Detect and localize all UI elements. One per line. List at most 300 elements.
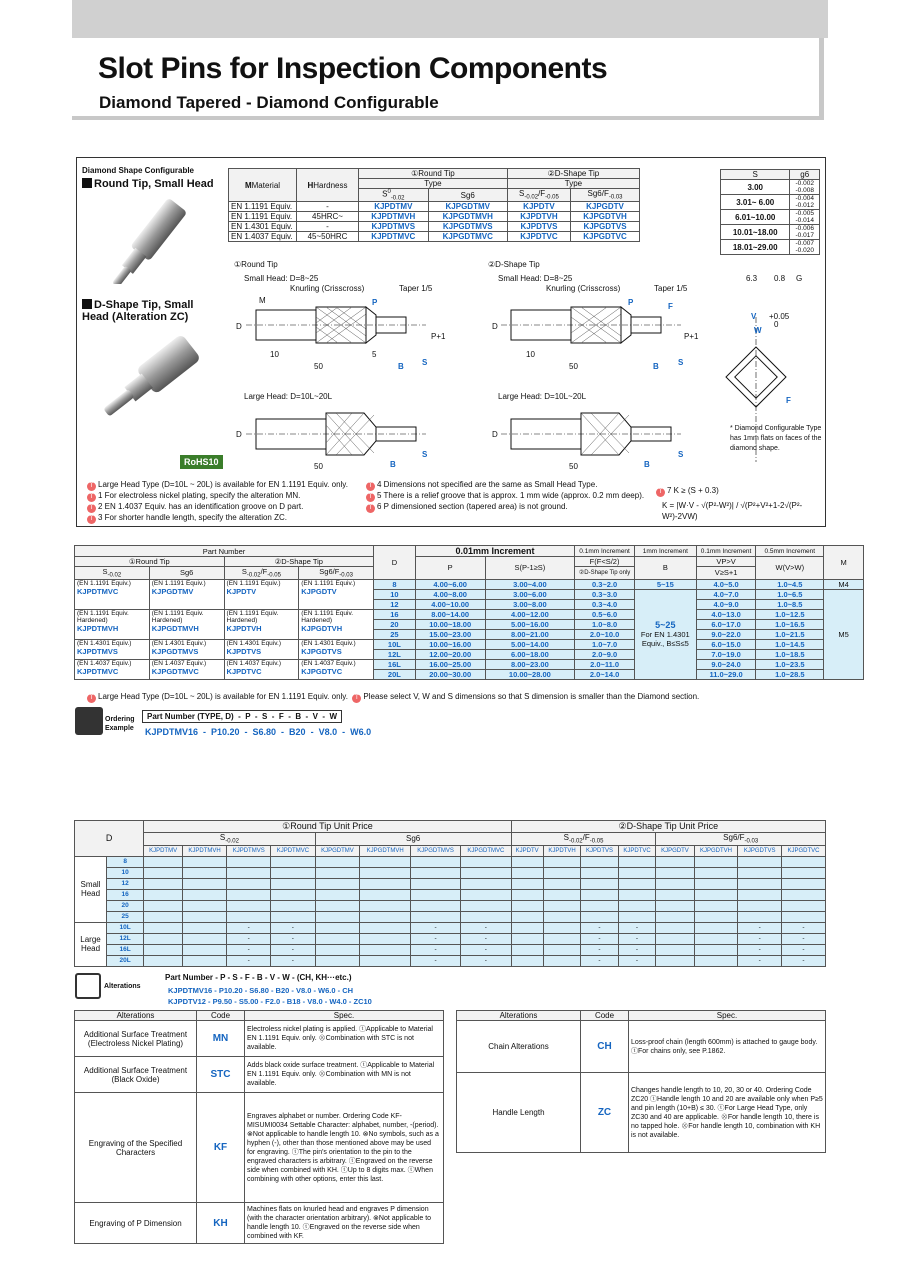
price-cell <box>618 867 656 878</box>
type-code: KJPDTVH <box>507 212 570 222</box>
th-spec-f2: ②D-Shape Tip only <box>575 567 635 580</box>
note-1: T 1 For electroless nickel plating, specify the alteration MN. <box>87 491 372 502</box>
spec-group-material: (EN 1.1191 Equiv.) <box>226 579 281 587</box>
type-code: KJPDTMVC <box>359 232 429 242</box>
spec-group-code: KJPGDTMVS <box>151 646 199 656</box>
spec-p: 10.00~18.00 <box>415 619 485 629</box>
price-cell <box>581 856 618 867</box>
spec-w: 1.0~23.5 <box>756 659 824 669</box>
type-material: EN 1.4037 Equiv. <box>229 232 297 242</box>
th-spec-f: F(F<S/2) <box>575 557 635 567</box>
alteration-name: Additional Surface Treatment (Electroless Nickel Plating) <box>75 1021 197 1057</box>
price-cell <box>738 911 782 922</box>
spec-group-code: KJPGDTVC <box>301 666 343 676</box>
price-cell <box>360 889 411 900</box>
price-dash: - <box>461 944 512 955</box>
tol-g6 <box>790 195 820 210</box>
svg-text:B: B <box>390 460 396 469</box>
spec-d: 10L <box>374 639 416 649</box>
price-cell <box>543 922 581 933</box>
spec-group-code: KJPGDTMVC <box>151 666 199 676</box>
price-cell <box>271 889 315 900</box>
th-spec-b: B <box>634 557 696 580</box>
spec-s: 3.00~8.00 <box>485 599 575 609</box>
svg-text:+0.05: +0.05 <box>769 312 790 321</box>
spec-m2: M5 <box>824 589 864 679</box>
spec-f: 2.0~9.0 <box>575 649 635 659</box>
type-hardness: - <box>297 202 359 212</box>
price-dash: - <box>618 955 656 966</box>
spec-v: 4.0~9.0 <box>696 599 756 609</box>
price-cell <box>656 900 694 911</box>
alterations-fields: Part Number - P - S - F - B - V - W - (CH, KH···etc.) <box>165 973 352 982</box>
price-d: 16 <box>107 889 144 900</box>
price-cell <box>781 911 825 922</box>
price-cell <box>511 933 543 944</box>
price-dash: - <box>461 955 512 966</box>
spec-v: 6.0~15.0 <box>696 639 756 649</box>
price-dash: - <box>581 944 618 955</box>
spec-v: 9.0~22.0 <box>696 629 756 639</box>
price-cell <box>360 878 411 889</box>
svg-text:B: B <box>644 460 650 469</box>
alteration-spec: Changes handle length to 10, 20, 30 or 40. Ordering Code ZC20 ⓣHandle length 10 and 20 are available only when P≥5 and pin length (10+B) ≤ 30. ⓣFor Large Head Type, only ZC30 and 40 are applicable. ⊗For handle length 10, there is no tapped hole. ⊗For handle length 10, combination with KH is not available. <box>629 1073 826 1153</box>
price-cell <box>315 933 360 944</box>
round-small-head-label: Small Head: D=8~25 <box>244 274 319 283</box>
alteration-row <box>75 1093 444 1203</box>
alteration-row <box>457 1021 826 1073</box>
type-row <box>229 212 640 222</box>
spec-s: 8.00~23.00 <box>485 659 575 669</box>
th-sg6-f: $Sg6/F_{-0.03}$ <box>571 189 640 202</box>
price-cell <box>581 911 618 922</box>
spec-v: 11.0~29.0 <box>696 669 756 679</box>
spec-row <box>75 639 864 649</box>
price-cell <box>738 867 782 878</box>
spec-w: 1.0~12.5 <box>756 609 824 619</box>
svg-text:50: 50 <box>314 462 323 471</box>
price-col-header: KJPDTMVS <box>227 845 271 856</box>
svg-text:50: 50 <box>569 362 578 371</box>
alteration-spec: Electroless nickel plating is applied. ⓣApplicable to Material EN 1.1191 Equiv. only. ⊗Combination with STC is not available. <box>245 1021 444 1057</box>
dshape-small-head-label: Small Head: D=8~25 <box>498 274 573 283</box>
th-inc-05: 0.5mm Increment <box>756 546 824 557</box>
spec-b1: 5~15 <box>634 579 696 589</box>
svg-text:0: 0 <box>774 320 779 329</box>
type-material: EN 1.1191 Equiv. <box>229 212 297 222</box>
notes-mid <box>366 480 656 513</box>
alterations-icon <box>75 973 101 999</box>
type-material: EN 1.4301 Equiv. <box>229 222 297 232</box>
price-row <box>75 933 826 944</box>
product-image-panel <box>82 166 218 471</box>
spec-p: 4.00~8.00 <box>415 589 485 599</box>
price-cell <box>182 900 226 911</box>
price-cell <box>618 878 656 889</box>
spec-d: 20 <box>374 619 416 629</box>
price-cell <box>543 933 581 944</box>
price-cell <box>694 867 738 878</box>
ordering-icon <box>75 707 103 735</box>
price-d: 8 <box>107 856 144 867</box>
tol-s: 10.01~18.00 <box>721 225 790 240</box>
price-cell <box>315 878 360 889</box>
spec-w: 1.0~21.5 <box>756 629 824 639</box>
spec-group-code: KJPGDTVH <box>301 623 343 633</box>
price-cell <box>410 911 460 922</box>
price-cell <box>461 889 512 900</box>
price-cell <box>618 856 656 867</box>
price-dash: - <box>581 933 618 944</box>
th-spec-sg6f: $Sg6/F_{-0.03}$ <box>299 567 374 580</box>
spec-group-code: KJPDTVS <box>226 646 262 656</box>
price-dash: - <box>271 955 315 966</box>
page-subtitle: Diamond Tapered - Diamond Configurable <box>99 93 439 112</box>
price-row <box>75 911 826 922</box>
price-cell <box>738 878 782 889</box>
round-knurl-label: Knurling (Crisscross) <box>290 284 365 293</box>
spec-d: 16L <box>374 659 416 669</box>
spec-group-code: KJPDTVC <box>226 666 262 676</box>
price-cell <box>461 878 512 889</box>
spec-group-cell <box>299 579 374 609</box>
price-cell <box>360 911 411 922</box>
spec-group-material: (EN 1.4301 Equiv.) <box>77 639 132 647</box>
spec-w: 1.0~28.5 <box>756 669 824 679</box>
price-cell <box>182 856 226 867</box>
rohs-badge: RoHS10 <box>180 455 223 469</box>
price-cell <box>511 944 543 955</box>
price-cell <box>360 922 411 933</box>
spec-group-material: (EN 1.4301 Equiv.) <box>226 639 281 647</box>
spec-group-material: (EN 1.1191 Equiv. Hardened) <box>77 609 129 624</box>
price-cell <box>182 955 226 966</box>
price-col-header: KJPGDTMVS <box>410 845 460 856</box>
price-cell <box>656 955 694 966</box>
th-spec-v: VP>V <box>696 557 756 567</box>
spec-d: 20L <box>374 669 416 679</box>
price-d: 20 <box>107 900 144 911</box>
alteration-spec: Loss-proof chain (length 600mm) is attached to gauge body. ⓣFor chains only, see P.1862. <box>629 1021 826 1073</box>
price-dash: - <box>410 933 460 944</box>
price-cell <box>315 856 360 867</box>
price-table <box>74 820 826 967</box>
price-dash: - <box>461 922 512 933</box>
price-cell <box>360 867 411 878</box>
price-cell <box>271 878 315 889</box>
svg-text:10: 10 <box>526 350 535 359</box>
type-table <box>228 168 640 242</box>
svg-text:B: B <box>653 362 659 371</box>
alteration-code: MN <box>197 1021 245 1057</box>
th-tol-g6: g6 <box>790 170 820 180</box>
price-cell <box>656 944 694 955</box>
svg-text:S: S <box>678 358 684 367</box>
price-dash: - <box>227 922 271 933</box>
spec-p: 20.00~30.00 <box>415 669 485 679</box>
price-cell <box>227 889 271 900</box>
alteration-spec: Adds black oxide surface treatment. ⓣApplicable to Material EN 1.1191 Equiv. only. ⊗Combination with MN is not available. <box>245 1057 444 1093</box>
price-cell <box>144 856 183 867</box>
alteration-name: Engraving of the Specified Characters <box>75 1093 197 1203</box>
price-cell <box>271 911 315 922</box>
spec-s: 3.00~6.00 <box>485 589 575 599</box>
spec-row <box>75 579 864 589</box>
type-code: KJPGDTV <box>571 202 640 212</box>
price-col-header: KJPGDTV <box>656 845 694 856</box>
round-large-drawing <box>236 392 428 471</box>
alteration-code: KH <box>197 1203 245 1244</box>
price-cell <box>781 856 825 867</box>
price-cell <box>618 889 656 900</box>
alteration-code: ZC <box>581 1073 629 1153</box>
price-cell <box>182 878 226 889</box>
price-cell <box>461 900 512 911</box>
tol-upper: -0.002 <box>795 180 814 187</box>
price-dash: - <box>738 933 782 944</box>
price-dash: - <box>781 944 825 955</box>
price-cell <box>694 922 738 933</box>
price-d: 20L <box>107 955 144 966</box>
k-formula: K = |W·V - √(P²-W²)| / √(P²+V²+1-2√(P²-W²)-2VW) <box>662 501 803 521</box>
price-cell <box>543 867 581 878</box>
svg-text:D: D <box>492 430 498 439</box>
th-spec-dshape: ②D-Shape Tip <box>224 557 373 567</box>
type-code: KJPGDTMVS <box>428 222 507 232</box>
th-spec-sg6: Sg6 <box>149 567 224 580</box>
price-col-header: KJPGDTVS <box>738 845 782 856</box>
price-col-header: KJPGDTMVC <box>461 845 512 856</box>
svg-text:D: D <box>236 430 242 439</box>
spec-group-material: (EN 1.4301 Equiv.) <box>151 639 207 647</box>
tol-upper: -0.004 <box>795 195 814 202</box>
tol-g6 <box>790 240 820 255</box>
spec-d: 25 <box>374 629 416 639</box>
note-0: T Large Head Type (D=10L ~ 20L) is available for EN 1.1191 Equiv. only. <box>87 480 372 491</box>
dshape-large-drawing <box>492 392 684 471</box>
price-cell <box>360 955 411 966</box>
header-band <box>72 0 824 120</box>
tol-s: 6.01~10.00 <box>721 210 790 225</box>
price-cell <box>360 944 411 955</box>
price-cell <box>227 856 271 867</box>
th-tol-s: S <box>721 170 790 180</box>
th-hardness: HHardness <box>297 169 359 202</box>
dshape-small-drawing <box>488 260 699 371</box>
price-cell <box>182 889 226 900</box>
alteration-name: Chain Alterations <box>457 1021 581 1073</box>
spec-group-material: (EN 1.4301 Equiv.) <box>301 639 356 647</box>
th-inc-1: 1mm Increment <box>634 546 696 557</box>
price-dash: - <box>618 922 656 933</box>
th-alt-right-name: Alterations <box>457 1011 581 1021</box>
notes-left <box>87 480 372 524</box>
price-cell <box>656 878 694 889</box>
price-cell <box>511 955 543 966</box>
ordering-example: KJPDTMV16 - P10.20 - S6.80 - B20 - V8.0 - W6.0 <box>145 727 372 737</box>
ordering-fields: Part Number (TYPE, D) - P - S - F - B - V - W <box>142 710 342 723</box>
alteration-name: Handle Length <box>457 1073 581 1153</box>
type-code: KJPGDTMV <box>428 202 507 212</box>
spec-f: 1.0~8.0 <box>575 619 635 629</box>
price-cell <box>781 900 825 911</box>
spec-d: 8 <box>374 579 416 589</box>
alteration-spec: Machines flats on knurled head and engraves P dimension (with the character orientation arbitrary). ⊗Not applicable to handle length 10. ⓣEngraved on the reverse side when combined with KF. <box>245 1203 444 1244</box>
spec-b-note: For EN 1.4301 Equiv., B≤S≤5 <box>640 630 690 648</box>
tol-s: 3.00 <box>721 180 790 195</box>
svg-text:D: D <box>236 322 242 331</box>
type-row <box>229 202 640 212</box>
price-dash: - <box>581 922 618 933</box>
price-cell <box>315 911 360 922</box>
spec-w: 1.0~14.5 <box>756 639 824 649</box>
price-cell <box>144 867 183 878</box>
type-code: KJPDTMV <box>359 202 429 212</box>
tol-lower: -0.014 <box>795 217 814 224</box>
spec-group-material: (EN 1.1191 Equiv. Hardened) <box>151 609 204 624</box>
price-cell <box>410 889 460 900</box>
svg-text:S: S <box>678 450 684 459</box>
svg-text:M: M <box>259 296 266 305</box>
price-dash: - <box>227 955 271 966</box>
alteration-code: STC <box>197 1057 245 1093</box>
spec-s: 10.00~28.00 <box>485 669 575 679</box>
spec-group-material: (EN 1.1191 Equiv. Hardened) <box>226 609 279 624</box>
price-cell <box>182 944 226 955</box>
price-col-header: KJPDTV <box>511 845 543 856</box>
price-col-header: KJPGDTVH <box>694 845 738 856</box>
price-cell <box>543 889 581 900</box>
tol-row <box>721 180 820 195</box>
price-dash: - <box>781 922 825 933</box>
price-cell <box>543 856 581 867</box>
svg-text:G: G <box>796 274 803 283</box>
type-hardness: - <box>297 222 359 232</box>
th-spec-v2: V≥S+1 <box>696 567 756 580</box>
price-cell <box>511 922 543 933</box>
alterations-left-table <box>74 1010 444 1244</box>
tol-upper: -0.006 <box>795 225 814 232</box>
tol-lower: -0.008 <box>795 187 814 194</box>
type-code: KJPGDTVC <box>571 232 640 242</box>
price-d: 10 <box>107 867 144 878</box>
price-cell <box>360 933 411 944</box>
price-cell <box>315 955 360 966</box>
price-dash: - <box>738 955 782 966</box>
type-code: KJPGDTMVH <box>428 212 507 222</box>
type-material: EN 1.1191 Equiv. <box>229 202 297 212</box>
price-d: 12 <box>107 878 144 889</box>
spec-group-cell <box>224 609 299 639</box>
price-dash: - <box>781 955 825 966</box>
price-row <box>75 867 826 878</box>
svg-text:P+1: P+1 <box>684 332 699 341</box>
spec-group-material: (EN 1.1191 Equiv.) <box>151 579 206 587</box>
price-cell <box>781 878 825 889</box>
spec-group-cell <box>75 579 150 609</box>
price-cell <box>271 867 315 878</box>
type-code: KJPGDTVS <box>571 222 640 232</box>
alteration-code: KF <box>197 1093 245 1203</box>
header-top-bar <box>72 0 828 38</box>
price-cell <box>410 878 460 889</box>
alteration-row <box>75 1057 444 1093</box>
price-cell <box>781 889 825 900</box>
price-d: 16L <box>107 944 144 955</box>
spec-v: 4.0~13.0 <box>696 609 756 619</box>
price-cell <box>694 856 738 867</box>
spec-f: 0.3~2.0 <box>575 579 635 589</box>
round-title: ①Round Tip <box>234 260 278 269</box>
price-cell <box>543 944 581 955</box>
price-cell <box>144 878 183 889</box>
price-row <box>75 900 826 911</box>
note-2: T 2 EN 1.4037 Equiv. has an identification groove on D part. <box>87 502 372 513</box>
price-cell <box>182 933 226 944</box>
type-row <box>229 232 640 242</box>
spec-group-cell <box>149 639 224 659</box>
spec-p: 12.00~20.00 <box>415 649 485 659</box>
price-row <box>75 878 826 889</box>
spec-group-cell <box>299 609 374 639</box>
th-price-sg6f: $Sg6/F_{-0.03}$ <box>656 833 826 846</box>
price-cell <box>656 933 694 944</box>
price-cell <box>694 889 738 900</box>
spec-group-cell <box>149 579 224 609</box>
price-dash: - <box>271 944 315 955</box>
round-large-head-label: Large Head: D=10L~20L <box>244 392 333 401</box>
spec-group-material: (EN 1.1191 Equiv.) <box>301 579 356 587</box>
price-dash: - <box>581 955 618 966</box>
spec-s: 8.00~21.00 <box>485 629 575 639</box>
price-cell <box>618 911 656 922</box>
svg-text:50: 50 <box>569 462 578 471</box>
price-cell <box>144 911 183 922</box>
price-row <box>75 922 826 933</box>
th-dshape: ②D-Shape Tip <box>507 169 639 179</box>
svg-text:50: 50 <box>314 362 323 371</box>
price-cell <box>511 889 543 900</box>
price-dash: - <box>271 933 315 944</box>
spec-p: 10.00~16.00 <box>415 639 485 649</box>
th-spec-p: P <box>415 557 485 580</box>
th-spec-s02: $S_{-0.02}$ <box>75 567 150 580</box>
spec-p: 15.00~23.00 <box>415 629 485 639</box>
dshape-title: ②D-Shape Tip <box>488 260 540 269</box>
price-cell <box>581 867 618 878</box>
spec-d: 10 <box>374 589 416 599</box>
type-code: KJPDTVS <box>507 222 570 232</box>
th-spec-sf: $S_{-0.02}/F_{-0.05}$ <box>224 567 299 580</box>
tol-g6 <box>790 225 820 240</box>
price-row <box>75 955 826 966</box>
spec-v: 9.0~24.0 <box>696 659 756 669</box>
price-cell <box>543 911 581 922</box>
spec-w: 1.0~18.5 <box>756 649 824 659</box>
dshape-knurl-label: Knurling (Crisscross) <box>546 284 621 293</box>
th-spec-round: ①Round Tip <box>75 557 225 567</box>
alteration-row <box>457 1073 826 1153</box>
price-cell <box>511 900 543 911</box>
type-code: KJPGDTVH <box>571 212 640 222</box>
spec-v: 6.0~17.0 <box>696 619 756 629</box>
round-label-row <box>82 178 218 190</box>
tol-upper: -0.007 <box>795 240 814 247</box>
price-cell <box>144 933 183 944</box>
spec-group-material: (EN 1.4037 Equiv.) <box>151 659 207 667</box>
price-cell <box>182 867 226 878</box>
spec-s: 3.00~4.00 <box>485 579 575 589</box>
